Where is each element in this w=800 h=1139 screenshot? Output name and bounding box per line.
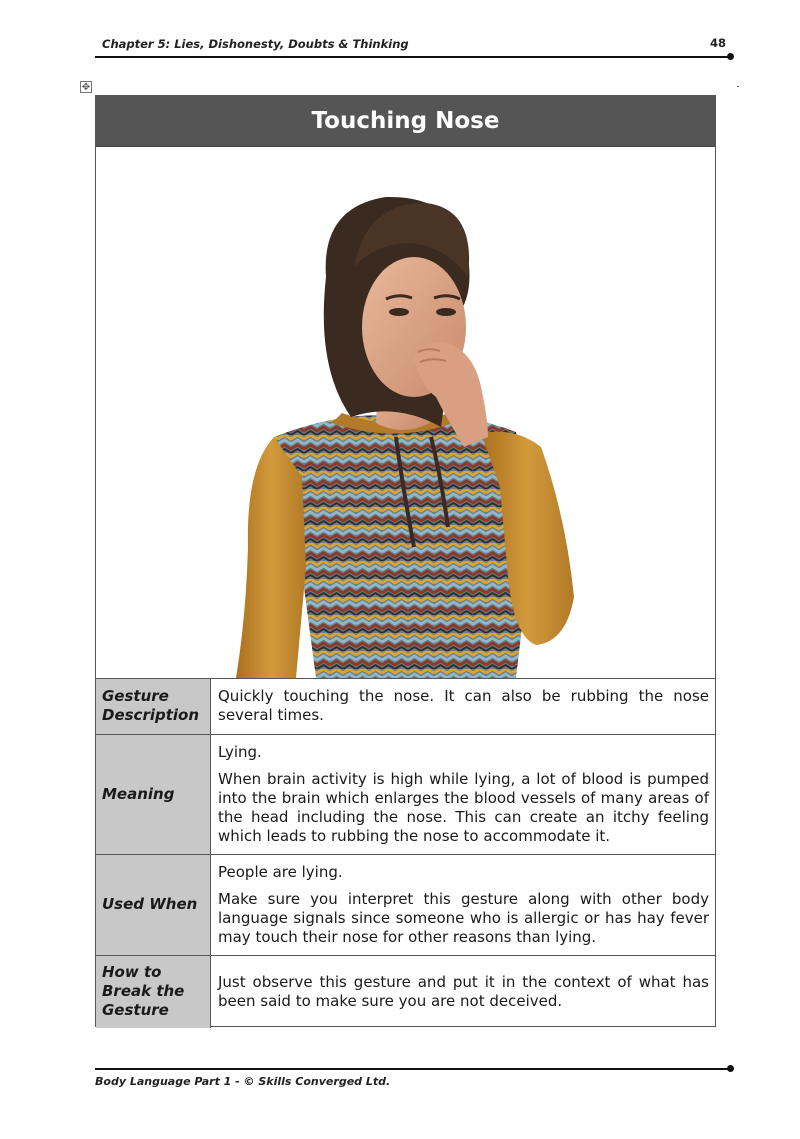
table-row-used-when: [96, 854, 715, 955]
row-paragraph: Lying.: [218, 742, 262, 761]
footer-text: Body Language Part 1 - © Skills Converged Ltd.: [95, 1075, 391, 1088]
row-paragraph: Make sure you interpret this gesture along with other body language signals since someone who is allergic or has hay fever may touch their nose for other reasons than lying.: [218, 889, 709, 946]
row-paragraph: People are lying.: [218, 862, 343, 881]
row-content: [211, 955, 716, 1028]
table-row-how-to-break: [96, 955, 715, 1028]
card-title: Touching Nose: [96, 96, 715, 147]
footer-rule-dot: [727, 1065, 734, 1072]
header-rule-dot: [727, 53, 734, 60]
row-label: Used When: [96, 854, 211, 955]
gesture-info-table: [96, 679, 715, 1028]
row-paragraph: When brain activity is high while lying, a lot of blood is pumped into the brain which enlarges the blood vessels of many areas of the head including the nose. This can create an itchy feeling which leads to rubbing the nose to accommodate it.: [218, 769, 709, 845]
row-label: Meaning: [96, 734, 211, 854]
row-content: [211, 679, 716, 734]
mark: [737, 86, 739, 87]
table-row-gesture-description: [96, 679, 715, 734]
page-number: 48: [709, 36, 726, 50]
gesture-card: [95, 95, 716, 1027]
row-paragraph: Just observe this gesture and put it in the context of what has been said to make sure you are not deceived.: [218, 972, 709, 1010]
row-label: Gesture Description: [96, 679, 211, 734]
footer-rule: [95, 1068, 731, 1070]
woman-touching-nose-illustration: [96, 147, 715, 678]
row-content: [211, 854, 716, 955]
row-content: [211, 734, 716, 854]
table-row-meaning: [96, 734, 715, 854]
gesture-illustration: [96, 147, 715, 679]
row-paragraph: Quickly touching the nose. It can also be rubbing the nose several times.: [218, 687, 709, 725]
header-chapter-title: Chapter 5: Lies, Dishonesty, Doubts & Thinking: [102, 37, 409, 51]
row-label: How to Break the Gesture: [96, 955, 211, 1028]
table-move-handle-icon[interactable]: ✥: [81, 82, 91, 93]
header-rule: [95, 56, 731, 58]
